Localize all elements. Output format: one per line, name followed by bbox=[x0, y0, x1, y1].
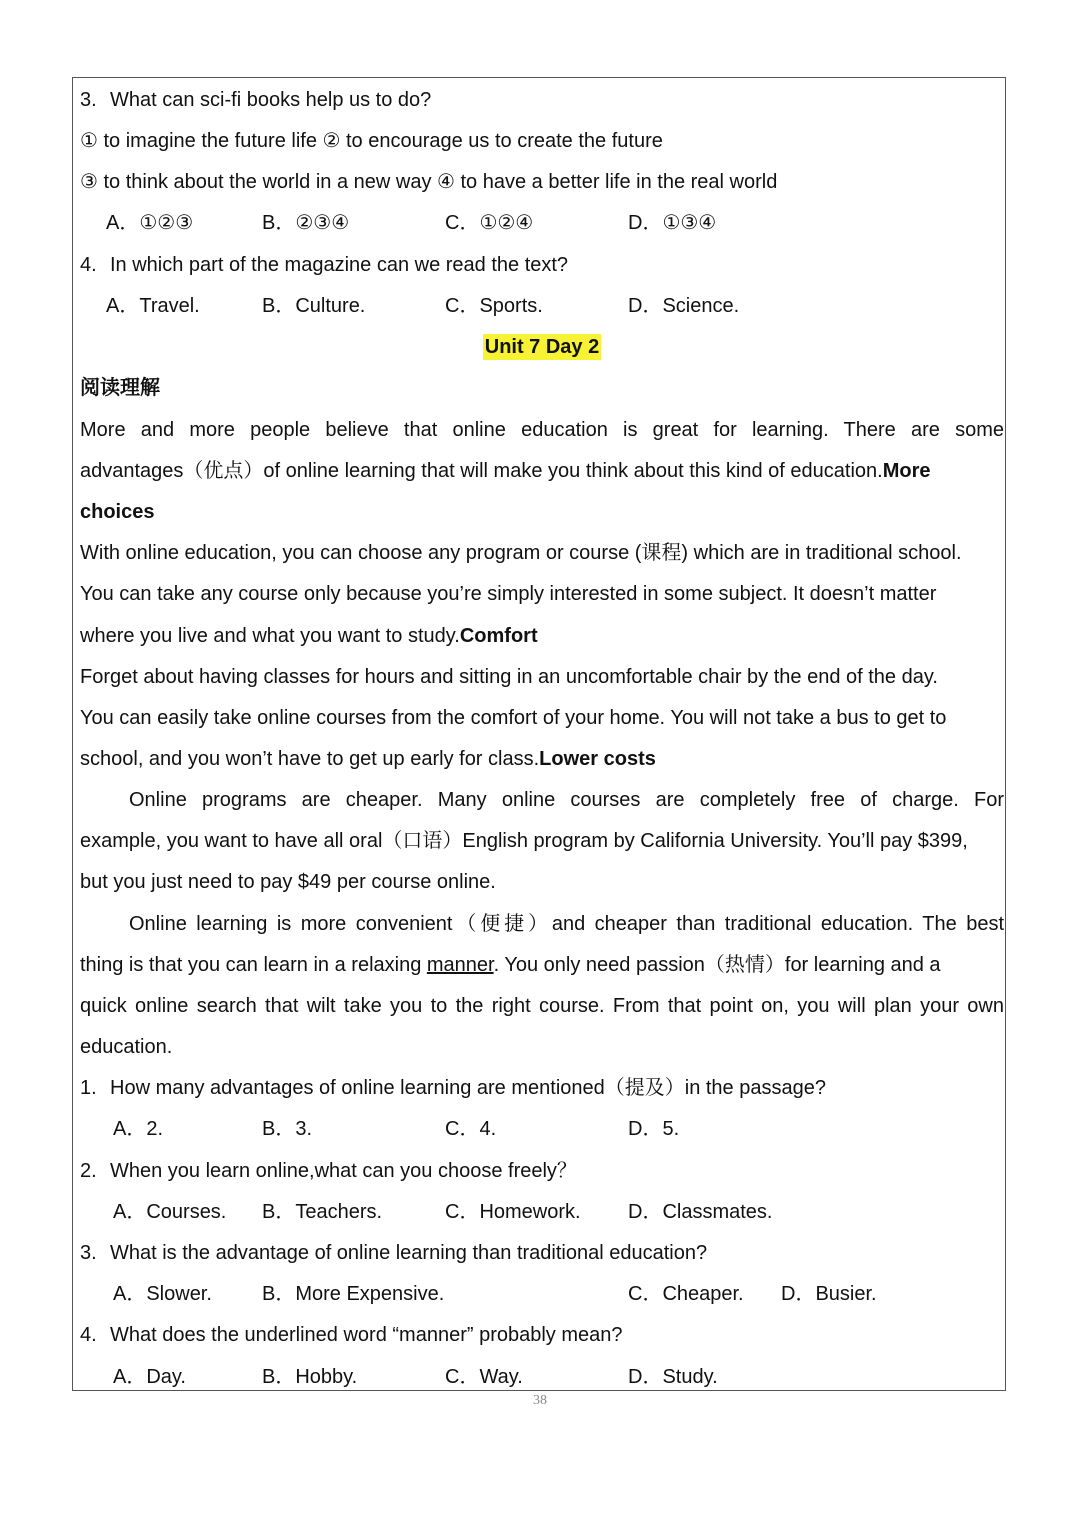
option-c: C．4. bbox=[445, 1118, 497, 1140]
heading-comfort: Comfort bbox=[459, 625, 538, 647]
option-d: D．5. bbox=[628, 1118, 680, 1140]
option-a: A．Day. bbox=[113, 1366, 186, 1388]
option-c: C．Cheaper. bbox=[628, 1283, 744, 1305]
option-c: C．Sports. bbox=[445, 295, 543, 317]
underlined-word: manner bbox=[426, 954, 494, 976]
question-3-prev: 3. What can sci-fi books help us to do? bbox=[80, 89, 432, 111]
option-c: C．Homework. bbox=[445, 1201, 581, 1223]
passage-line: education. bbox=[80, 1036, 173, 1058]
option-a: A．①②③ bbox=[106, 212, 194, 234]
option-c: C．Way. bbox=[445, 1366, 523, 1388]
option-d: D．Study. bbox=[628, 1366, 718, 1388]
question-4-options bbox=[80, 1357, 1004, 1398]
passage-line: advantages（优点）of online learning that will make you think about this kind of education.More bbox=[80, 460, 931, 482]
unit-title: Unit 7 Day 2 bbox=[484, 336, 600, 358]
passage-line: thing is that you can learn in a relaxing manner. You only need passion（热情）for learning and a bbox=[80, 954, 941, 976]
question-3-statements-1: ① to imagine the future life ② to encourage us to create the future bbox=[80, 130, 663, 152]
question-3-statements-2: ③ to think about the world in a new way ④ to have a better life in the real world bbox=[80, 171, 778, 193]
heading-more-choices: More bbox=[882, 460, 931, 482]
passage-line: With online education, you can choose any program or course (课程) which are in traditional school. bbox=[80, 542, 962, 564]
option-a: A．2. bbox=[113, 1118, 164, 1140]
heading-lower-costs: Lower costs bbox=[539, 748, 656, 770]
option-b: B．Hobby. bbox=[262, 1366, 358, 1388]
question-1-options bbox=[80, 1109, 1004, 1150]
option-b: B．3. bbox=[262, 1118, 313, 1140]
option-b: B．Culture. bbox=[262, 295, 366, 317]
passage-line: You can easily take online courses from the comfort of your home. You will not take a bus to get to bbox=[80, 707, 947, 729]
option-b: B．②③④ bbox=[262, 212, 350, 234]
option-c: C．①②④ bbox=[445, 212, 534, 234]
question-3-options bbox=[80, 203, 1004, 244]
question-4-prev: 4. In which part of the magazine can we read the text? bbox=[80, 254, 569, 276]
page-number: 38 bbox=[533, 1393, 547, 1408]
option-d: D．Classmates. bbox=[628, 1201, 773, 1223]
heading-more-choices-cont: choices bbox=[80, 501, 155, 523]
option-d: D．①③④ bbox=[628, 212, 717, 234]
option-a: A．Slower. bbox=[113, 1283, 212, 1305]
option-a: A．Travel. bbox=[106, 295, 200, 317]
passage-line: Forget about having classes for hours and sitting in an uncomfortable chair by the end of the day. bbox=[80, 666, 938, 688]
question-3-options bbox=[80, 1274, 1004, 1315]
passage-line: You can take any course only because you’re simply interested in some subject. It doesn’t matter bbox=[80, 583, 937, 605]
question-4-options bbox=[80, 286, 1004, 327]
passage-line: Online learning is more convenient（便捷）and cheaper than traditional education. The best bbox=[129, 913, 1004, 935]
passage-line: Online programs are cheaper. Many online courses are completely free of charge. For bbox=[129, 789, 1004, 811]
question-4: 4. What does the underlined word “manner” probably mean? bbox=[80, 1324, 623, 1346]
option-d: D．Science. bbox=[628, 295, 740, 317]
section-title: 阅读理解 bbox=[80, 377, 160, 399]
question-1: 1. How many advantages of online learning are mentioned（提及）in the passage? bbox=[80, 1077, 826, 1099]
option-a: A．Courses. bbox=[113, 1201, 227, 1223]
passage-line: where you live and what you want to study.Comfort bbox=[80, 625, 538, 647]
passage-line: quick online search that wilt take you to the right course. From that point on, you will plan your own bbox=[80, 995, 1004, 1017]
question-2-options bbox=[80, 1192, 1004, 1233]
passage-line: school, and you won’t have to get up early for class.Lower costs bbox=[80, 748, 656, 770]
option-d: D．Busier. bbox=[781, 1283, 877, 1305]
option-b: B．More Expensive. bbox=[262, 1283, 445, 1305]
question-3: 3. What is the advantage of online learning than traditional education? bbox=[80, 1242, 708, 1264]
passage-line: but you just need to pay $49 per course online. bbox=[80, 871, 496, 893]
question-2: 2. When you learn online,what can you choose freely？ bbox=[80, 1160, 577, 1182]
passage-line: More and more people believe that online education is great for learning. There are some bbox=[80, 419, 1004, 441]
option-b: B．Teachers. bbox=[262, 1201, 383, 1223]
passage-line: example, you want to have all oral（口语）English program by California University. You’ll pay $399, bbox=[80, 830, 968, 852]
